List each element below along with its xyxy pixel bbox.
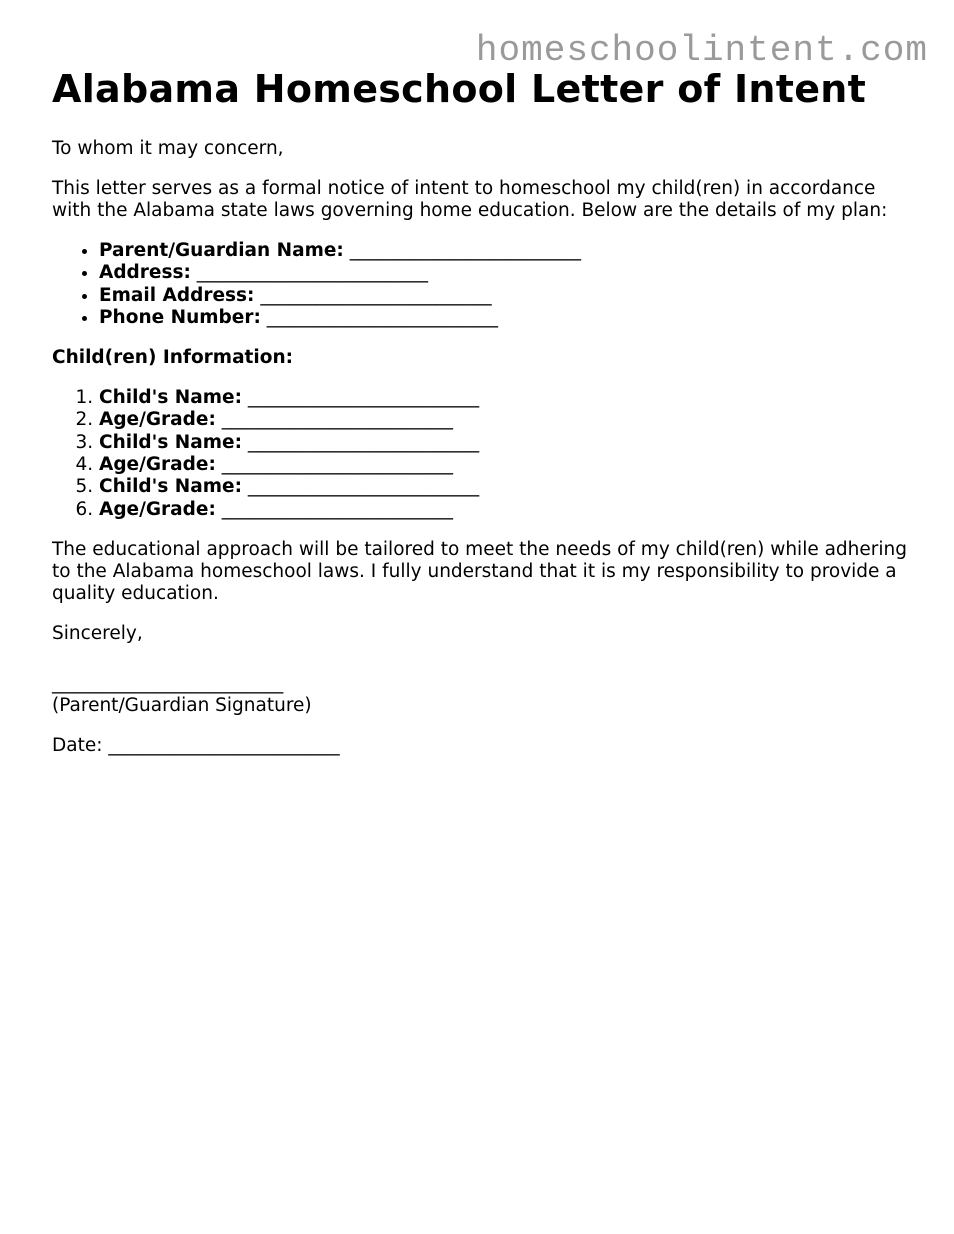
phone-blank: _________________________ (266, 306, 498, 328)
child-name-blank: _________________________ (247, 387, 480, 409)
closing: Sincerely, (52, 622, 143, 644)
parent-details-list (52, 240, 912, 329)
page-title: Alabama Homeschool Letter of Intent (52, 67, 867, 111)
list-item (99, 387, 912, 409)
list-item (99, 454, 912, 476)
letter (52, 66, 912, 757)
phone-label: Phone Number: (99, 306, 261, 328)
age-grade-label: Age/Grade: (99, 454, 216, 476)
email-blank: _________________________ (260, 284, 492, 306)
age-grade-blank: _________________________ (221, 498, 453, 520)
age-grade-label: Age/Grade: (99, 409, 216, 431)
date-line (52, 735, 912, 757)
intro-paragraph: This letter serves as a formal notice of intent to homeschool my child(ren) in accordance with the Alabama state laws governing home education. Below are the details of my plan: (52, 178, 888, 221)
signature-caption: (Parent/Guardian Signature) (52, 694, 312, 716)
signature-line: _________________________ (52, 672, 284, 694)
children-heading: Child(ren) Information: (52, 347, 294, 369)
child-name-label: Child's Name: (99, 431, 242, 453)
child-name-blank: _________________________ (247, 431, 480, 453)
greeting: To whom it may concern, (52, 138, 284, 159)
age-grade-label: Age/Grade: (99, 498, 216, 520)
list-item (99, 432, 912, 454)
list-item (99, 262, 912, 284)
age-grade-blank: _________________________ (221, 409, 453, 431)
list-item (99, 285, 912, 307)
list-item (99, 409, 912, 431)
child-name-label: Child's Name: (99, 476, 242, 498)
parent-name-label: Parent/Guardian Name: (99, 240, 344, 261)
approach-paragraph: The educational approach will be tailored to meet the needs of my child(ren) while adhering to the Alabama homeschool laws. I fully understand that it is my responsibility to provide a quality education. (52, 538, 907, 604)
list-item (99, 476, 912, 498)
list-item (99, 499, 912, 521)
age-grade-blank: _________________________ (221, 454, 453, 476)
date-blank: _________________________ (108, 734, 340, 756)
child-name-label: Child's Name: (99, 387, 242, 409)
list-item (99, 307, 912, 329)
website-watermark: homeschoolintent.com (475, 30, 928, 71)
email-label: Email Address: (99, 284, 255, 306)
list-item (99, 240, 912, 262)
address-label: Address: (99, 262, 191, 284)
child-name-blank: _________________________ (247, 476, 480, 498)
children-list (52, 387, 912, 521)
date-label: Date: (52, 734, 103, 756)
parent-name-blank: _________________________ (349, 240, 581, 261)
address-blank: _________________________ (196, 262, 429, 284)
